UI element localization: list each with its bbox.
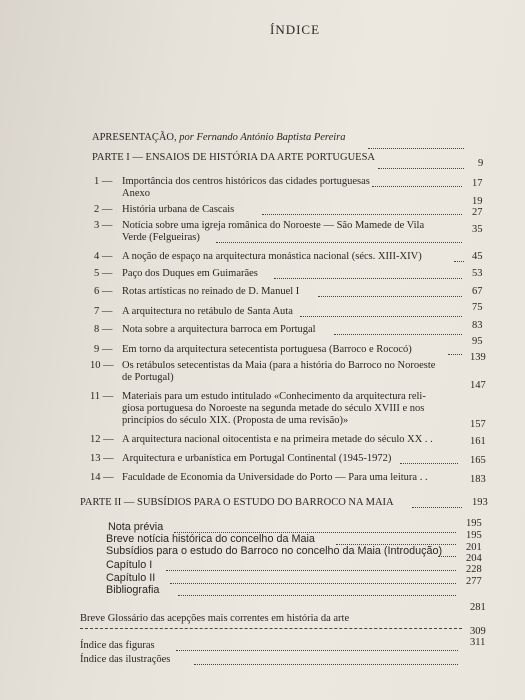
dot-leader <box>176 650 458 651</box>
page-number: 195 <box>466 518 482 529</box>
entry-title: Os retábulos setecentistas da Maia (para a história do Barroco no Noroeste <box>122 360 436 371</box>
page-number: 195 <box>466 530 482 541</box>
part2-heading: PARTE II — SUBSÍDIOS PARA O ESTUDO DO BARROCO NA MAIA <box>80 497 394 508</box>
entry-title: Importância dos centros históricos das cidades portuguesas <box>122 176 370 187</box>
dot-leader <box>400 463 458 464</box>
entry-number: 5 — <box>94 268 113 279</box>
dot-leader <box>166 570 456 571</box>
page-number: 75 <box>472 302 483 313</box>
entry-title: A arquitectura nacional oitocentista e na primeira metade do século XX . . <box>122 434 433 445</box>
page-number: 45 <box>472 251 483 262</box>
entry-title: Materiais para um estudo intitulado «Conhecimento da arquitectura reli- <box>122 391 426 402</box>
part2-item: Capítulo I <box>106 559 153 571</box>
dot-leader <box>412 507 462 508</box>
dot-leader <box>378 168 464 169</box>
page-number: 83 <box>472 320 483 331</box>
entry-title: Notícia sobre uma igreja românica do Noroeste — São Mamede de Vila <box>122 220 425 231</box>
dot-leader <box>318 296 462 297</box>
page-title: ÍNDICE <box>270 22 321 37</box>
page-number: 201 <box>466 542 482 553</box>
entry-number: 12 — <box>90 434 114 445</box>
entry-title: Faculdade de Economia da Universidade do Porto — Para uma leitura . . <box>122 472 428 483</box>
page-number: 53 <box>472 268 483 279</box>
entry-number: 3 — <box>94 220 113 231</box>
entry-title: A noção de espaço na arquitectura monástica nacional (sécs. XIII-XIV) <box>122 251 422 262</box>
entry-title: Arquitectura e urbanística em Portugal Continental (1945-1972) <box>122 453 392 464</box>
entry-number: 2 — <box>94 204 113 215</box>
page-number: 19 <box>472 196 483 207</box>
dot-leader <box>438 556 456 557</box>
page-number: 27 <box>472 207 483 218</box>
entry-number: 7 — <box>94 306 113 317</box>
part1-heading: PARTE I — ENSAIOS DE HISTÓRIA DA ARTE PORTUGUESA <box>92 152 375 163</box>
page-number: 9 <box>478 158 484 169</box>
entry-title: Paço dos Duques em Guimarães <box>122 268 258 279</box>
dot-leader <box>454 261 464 262</box>
entry-number: 11 — <box>90 391 114 402</box>
entry-number: 8 — <box>94 324 113 335</box>
entry-title: giosa portuguesa do Noroeste na segunda metade do século XVIII e nos <box>122 403 425 414</box>
part2-item: Bibliografia <box>106 584 160 596</box>
dot-leader <box>300 316 462 317</box>
dot-leader <box>216 242 462 243</box>
entry-title: Verde (Felgueiras) <box>122 232 200 243</box>
page-number: 147 <box>470 380 486 391</box>
entry-title: de Portugal) <box>122 372 174 383</box>
entry-title: princípios do século XIX. (Proposta de uma revisão)» <box>122 415 349 426</box>
part2-item: Capítulo II <box>106 572 156 584</box>
glossary-entry: Breve Glossário das acepções mais correntes em história da arte <box>80 613 350 624</box>
page-number: 311 <box>470 637 486 648</box>
entry-number: 6 — <box>94 286 113 297</box>
page-number: 139 <box>470 352 486 363</box>
entry-title: Nota sobre a arquitectura barroca em Portugal <box>122 324 316 335</box>
figures-entry: Índice das figuras <box>80 640 155 651</box>
dot-leader <box>262 214 462 215</box>
page-number: 204 <box>466 553 482 564</box>
page-number: 228 <box>466 564 482 575</box>
dot-leader <box>170 583 456 584</box>
presentation-author: por Fernando António Baptista Pereira <box>179 132 346 143</box>
dot-leader <box>80 628 462 629</box>
page-number: 17 <box>472 178 483 189</box>
presentation-label: APRESENTAÇÃO, <box>92 132 180 143</box>
entry-title: Em torno da arquitectura setecentista portuguesa (Barroco e Rococó) <box>122 344 412 355</box>
presentation-entry <box>92 132 346 144</box>
entry-title: História urbana de Cascais <box>122 204 235 215</box>
entry-number: 13 — <box>90 453 114 464</box>
entry-number: 14 — <box>90 472 114 483</box>
entry-title: Rotas artísticas no reinado de D. Manuel I <box>122 286 300 297</box>
part2-item: Breve notícia histórica do concelho da Maia <box>106 533 315 545</box>
page-number: 35 <box>472 224 483 235</box>
entry-number: 1 — <box>94 176 113 187</box>
page-number: 161 <box>470 436 486 447</box>
dot-leader <box>448 354 462 355</box>
dot-leader <box>178 595 456 596</box>
illustrations-entry: Índice das ilustrações <box>80 654 171 665</box>
entry-number: 4 — <box>94 251 113 262</box>
page-number: 277 <box>466 576 482 587</box>
page-number: 95 <box>472 336 483 347</box>
entry-title: A arquitectura no retábulo de Santa Auta <box>122 306 293 317</box>
page-number: 193 <box>472 497 488 508</box>
page-number: 183 <box>470 474 486 485</box>
page-number: 281 <box>470 602 486 613</box>
page-number: 309 <box>470 626 486 637</box>
page-number: 67 <box>472 286 483 297</box>
entry-number: 10 — <box>90 360 114 371</box>
dot-leader <box>274 278 462 279</box>
page-number: 157 <box>470 419 486 430</box>
entry-title: Anexo <box>122 188 150 199</box>
dot-leader <box>368 148 464 149</box>
part2-item: Subsídios para o estudo do Barroco no concelho da Maia (Introdução) <box>106 545 443 557</box>
dot-leader <box>372 186 462 187</box>
page-number: 165 <box>470 455 486 466</box>
dot-leader <box>194 664 458 665</box>
dot-leader <box>334 334 462 335</box>
entry-number: 9 — <box>94 344 113 355</box>
part2-item: Nota prévia <box>108 521 164 533</box>
